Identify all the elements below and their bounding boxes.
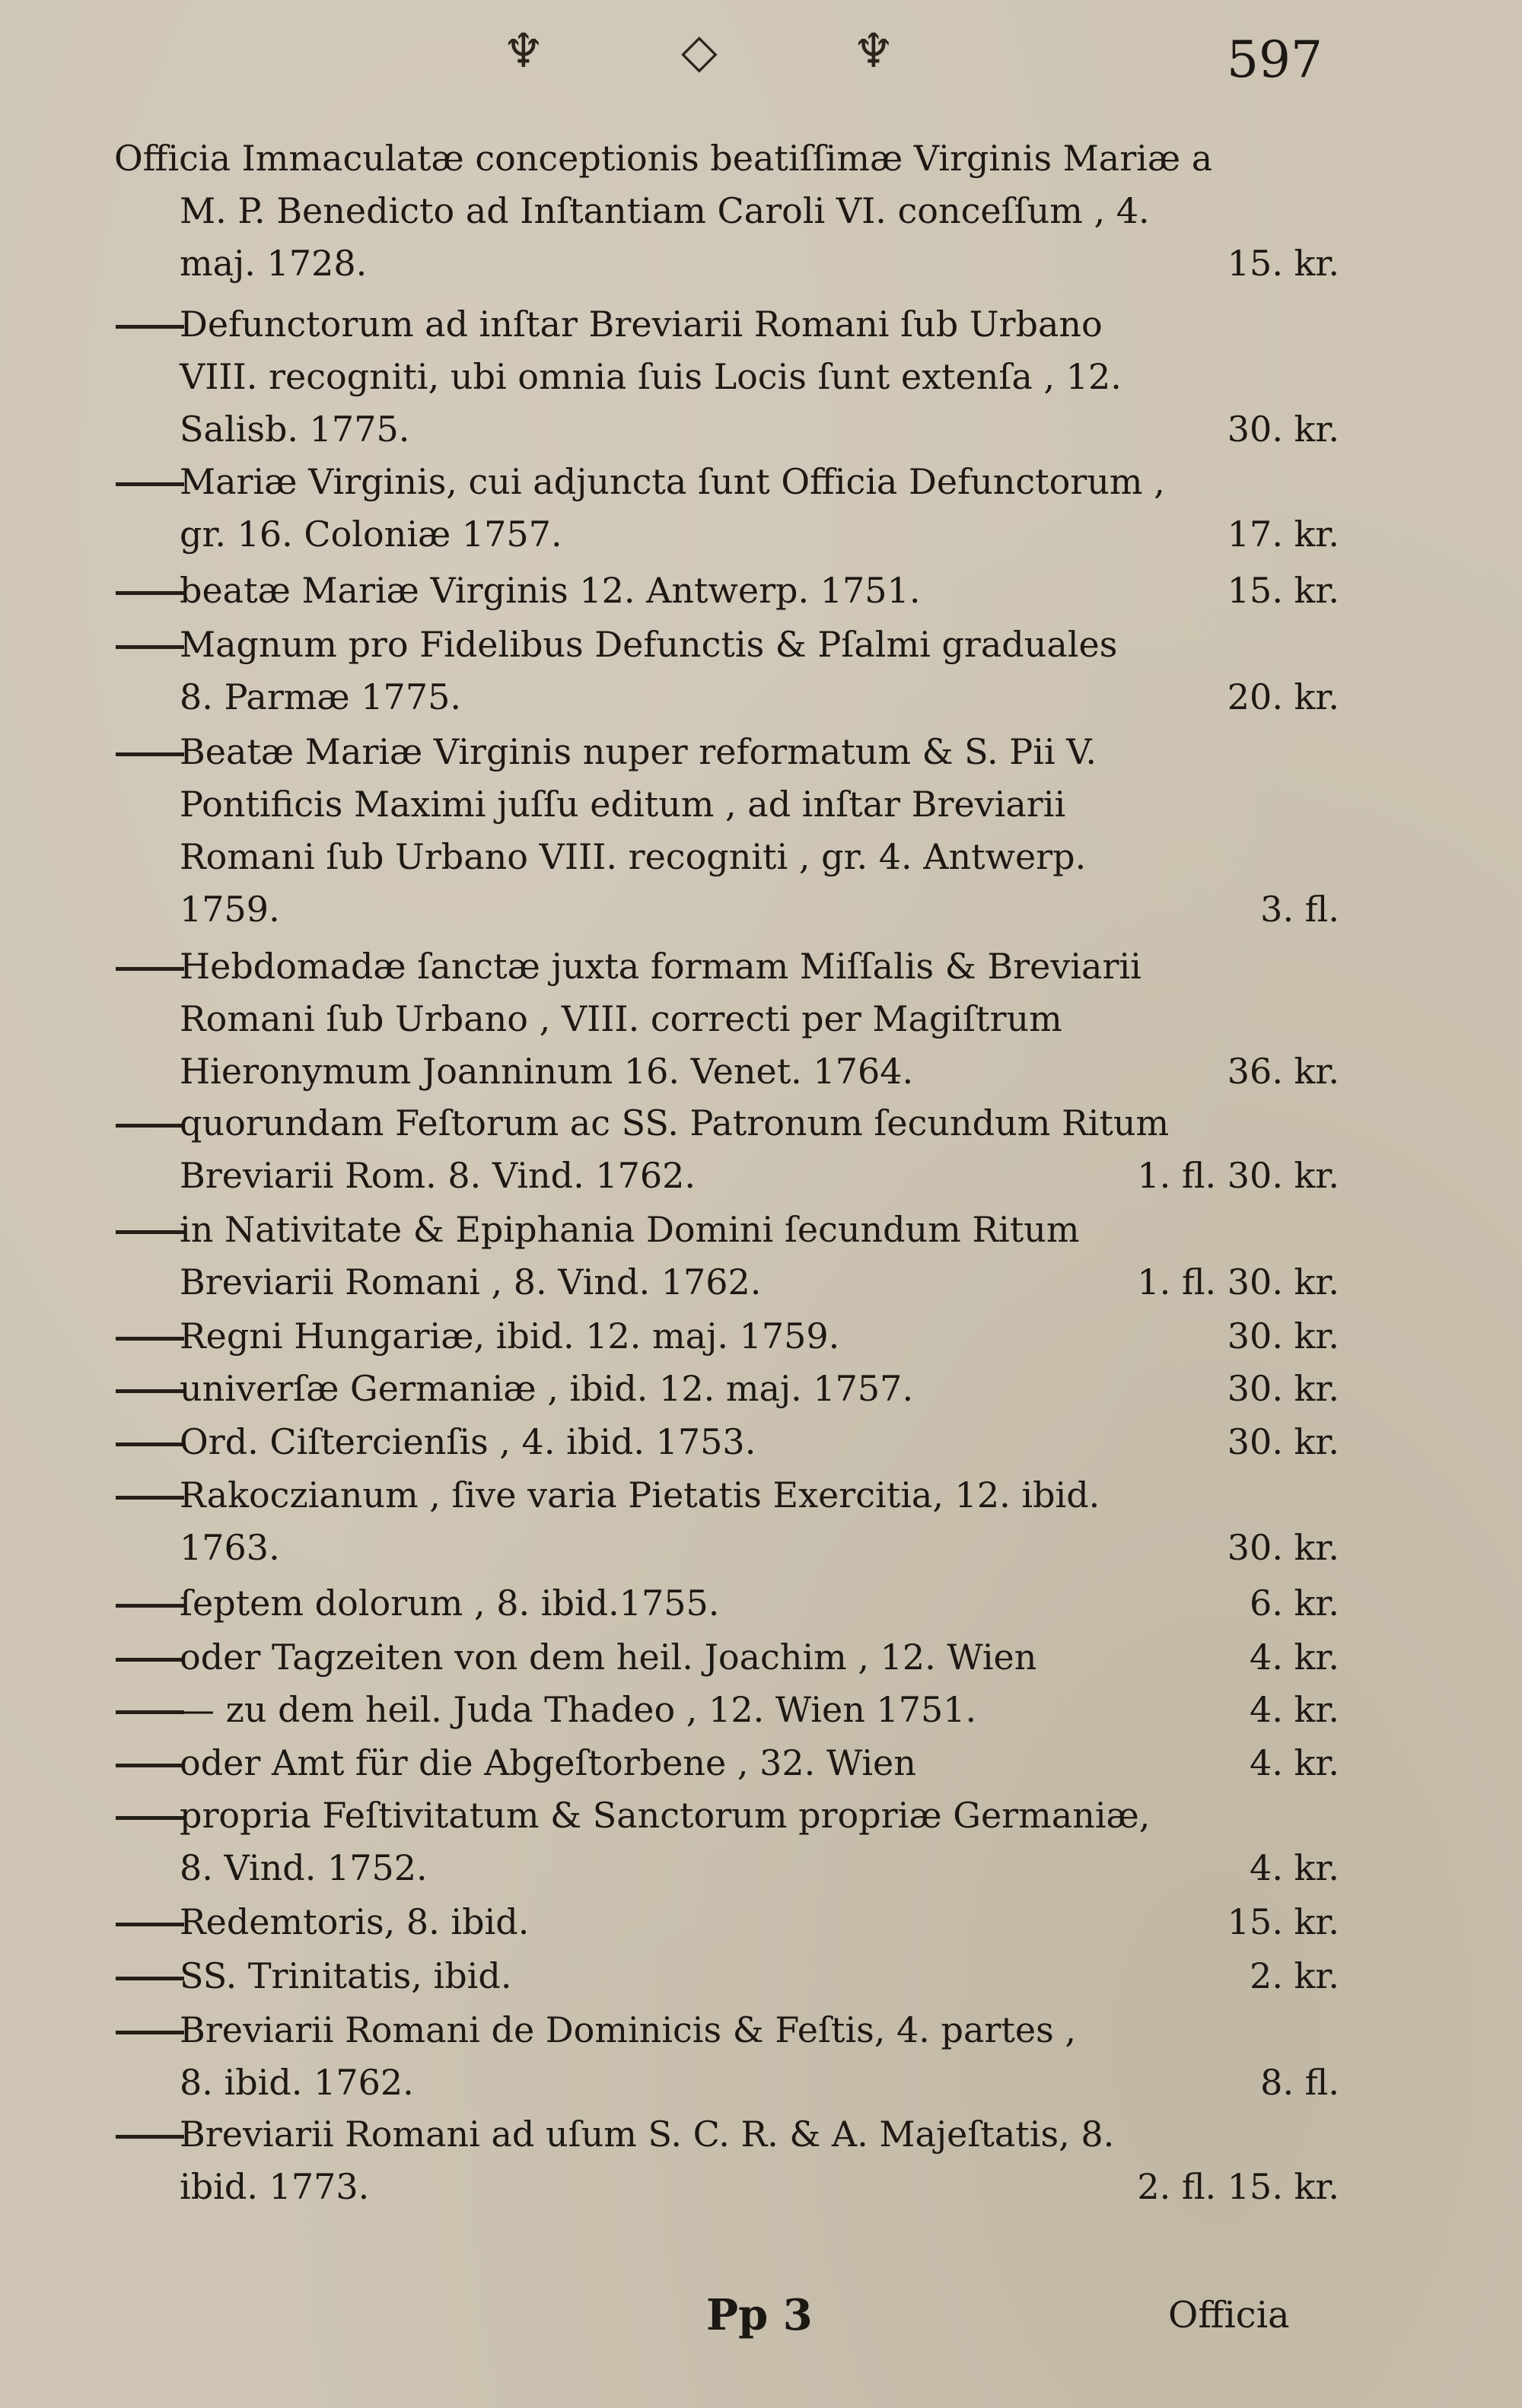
entry-price: 6. kr. (1250, 1583, 1339, 1624)
entry-price: 4. kr. (1250, 1742, 1339, 1783)
entry-title: Beatæ Mariæ Virginis nuper reformatum & S. Pii V. (180, 731, 1097, 772)
entry-title: quorundam Feſtorum ac SS. Patronum ſecundum Ritum (180, 1102, 1170, 1144)
ditto-dash (116, 1337, 184, 1341)
entry-price: 4. kr. (1250, 1637, 1339, 1678)
page-number: 597 (1227, 30, 1323, 89)
ditto-dash (116, 1496, 184, 1500)
entry-continuation: Breviarii Romani , 8. Vind. 1762. (180, 1261, 762, 1303)
entry-title: Magnum pro Fidelibus Defunctis & Pſalmi graduales (180, 624, 1118, 665)
fleuron-center-icon: ◇ (681, 23, 718, 78)
entry-title: Hebdomadæ ſanctæ juxta formam Miſſalis & Breviarii (180, 946, 1142, 987)
entry-price: 17. kr. (1227, 514, 1339, 555)
entry-continuation: gr. 16. Coloniæ 1757. (180, 514, 562, 555)
entry-continuation: 8. Vind. 1752. (180, 1847, 428, 1888)
entry-title: oder Tagzeiten von dem heil. Joachim , 12. Wien (180, 1637, 1037, 1678)
entry-continuation: maj. 1728. (180, 243, 368, 284)
ditto-dash (116, 1443, 184, 1446)
entry-price: 20. kr. (1227, 676, 1339, 717)
entry-price: 4. kr. (1250, 1689, 1339, 1730)
entry-price: 1. fl. 30. kr. (1137, 1155, 1339, 1196)
entry-title: Regni Hungariæ, ibid. 12. maj. 1759. (180, 1315, 840, 1357)
entry-title: Redemtoris, 8. ibid. (180, 1901, 530, 1942)
entry-title: SS. Trinitatis, ibid. (180, 1955, 512, 1996)
fleuron-right-icon: ♆ (852, 23, 895, 78)
entry-price: 2. fl. 15. kr. (1137, 2166, 1339, 2207)
entry-continuation: 8. Parmæ 1775. (180, 676, 461, 717)
entry-continuation: M. P. Benedicto ad Inſtantiam Caroli VI. conceſſum , 4. (180, 190, 1150, 231)
ditto-dash (116, 645, 184, 649)
fleuron-left-icon: ♆ (502, 23, 545, 78)
entry-price: 3. fl. (1260, 889, 1339, 930)
entry-continuation: Romani ſub Urbano VIII. recogniti , gr. 4. Antwerp. (180, 836, 1087, 877)
entry-title: Breviarii Romani ad uſum S. C. R. & A. Majeſtatis, 8. (180, 2114, 1115, 2155)
ditto-dash (116, 325, 184, 329)
entry-price: 15. kr. (1227, 1901, 1339, 1942)
ditto-dash (116, 2135, 184, 2139)
entry-continuation: Salisb. 1775. (180, 409, 410, 450)
ditto-dash (116, 1977, 184, 1980)
entry-title: in Nativitate & Epiphania Domini ſecundum Ritum (180, 1209, 1080, 1250)
ditto-dash (116, 1124, 184, 1128)
entry-continuation: Romani ſub Urbano , VIII. correcti per Magiſtrum (180, 998, 1062, 1039)
entry-title: beatæ Mariæ Virginis 12. Antwerp. 1751. (180, 570, 921, 611)
entry-price: 30. kr. (1227, 1527, 1339, 1568)
entry-continuation: Hieronymum Joanninum 16. Venet. 1764. (180, 1051, 914, 1092)
ditto-dash (116, 1604, 184, 1608)
catchword: Officia (1168, 2294, 1290, 2336)
entry-title: Breviarii Romani de Dominicis & Feſtis, 4. partes , (180, 2009, 1076, 2050)
ditto-dash (116, 1923, 184, 1926)
ditto-dash (116, 1764, 184, 1767)
entry-continuation: Pontificis Maximi juſſu editum , ad inſtar Breviarii (180, 784, 1066, 825)
ditto-dash (116, 482, 184, 486)
entry-price: 30. kr. (1227, 1368, 1339, 1409)
entry-price: 36. kr. (1227, 1051, 1339, 1092)
entry-continuation: 1759. (180, 889, 280, 930)
ditto-dash (116, 591, 184, 595)
entry-title: propria Feſtivitatum & Sanctorum propriæ Germaniæ, (180, 1795, 1151, 1836)
entry-continuation: ibid. 1773. (180, 2166, 370, 2207)
entry-price: 15. kr. (1227, 243, 1339, 284)
ditto-dash (116, 2031, 184, 2034)
ditto-dash (116, 1710, 184, 1714)
entry-title: — zu dem heil. Juda Thadeo , 12. Wien 1751. (180, 1689, 977, 1730)
entry-title: univerſæ Germaniæ , ibid. 12. maj. 1757. (180, 1368, 914, 1409)
entry-price: 30. kr. (1227, 1421, 1339, 1462)
entry-title: oder Amt für die Abgeſtorbene , 32. Wien (180, 1742, 916, 1783)
entry-title: ſeptem dolorum , 8. ibid.1755. (180, 1583, 720, 1624)
entry-price: 30. kr. (1227, 1315, 1339, 1357)
entry-price: 8. fl. (1260, 2062, 1339, 2103)
entry-price: 4. kr. (1250, 1847, 1339, 1888)
ditto-dash (116, 967, 184, 971)
entry-continuation: VIII. recogniti, ubi omnia ſuis Locis ſunt extenſa , 12. (180, 356, 1122, 397)
signature-mark: Pp 3 (706, 2290, 813, 2340)
entry-continuation: Breviarii Rom. 8. Vind. 1762. (180, 1155, 696, 1196)
ditto-dash (116, 1658, 184, 1662)
ditto-dash (116, 1816, 184, 1820)
ditto-dash (116, 1389, 184, 1393)
entry-continuation: 8. ibid. 1762. (180, 2062, 414, 2103)
entry-title: Mariæ Virginis, cui adjuncta ſunt Officia Defunctorum , (180, 461, 1165, 502)
entry-price: 30. kr. (1227, 409, 1339, 450)
entry-price: 15. kr. (1227, 570, 1339, 611)
entry-title: Ord. Ciſtercienſis , 4. ibid. 1753. (180, 1421, 756, 1462)
ditto-dash (116, 1230, 184, 1234)
entry-price: 1. fl. 30. kr. (1137, 1261, 1339, 1303)
entry-continuation: 1763. (180, 1527, 280, 1568)
ditto-dash (116, 752, 184, 756)
entry-title: Defunctorum ad inſtar Breviarii Romani ſub Urbano (180, 304, 1103, 345)
entry-price: 2. kr. (1250, 1955, 1339, 1996)
entry-title: Officia Immaculatæ conceptionis beatiſſimæ Virginis Mariæ a (114, 138, 1213, 179)
entry-title: Rakoczianum , ſive varia Pietatis Exercitia, 12. ibid. (180, 1474, 1100, 1516)
